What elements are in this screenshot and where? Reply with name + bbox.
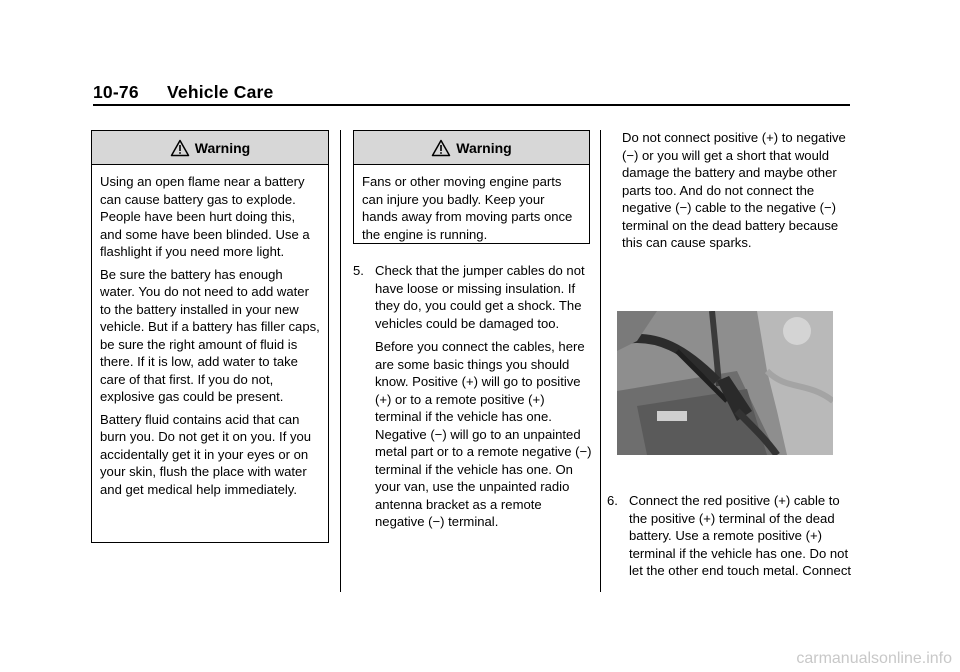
step-subparagraph: Before you connect the cables, here are some basic things you should know. Positive (+) will go to positive (+) or to a remote positive (+) terminal if the vehicle has one. Negative (−) will go to an unpainted metal part or to a remote negative (−) terminal if the vehicle has one. On your van, use the unpainted radio antenna bracket as a remote negative (−) terminal.: [375, 339, 592, 529]
warning-paragraph: Battery fluid contains acid that can burn you. Do not get it on you. If you accidentally get it in your eyes or on your skin, flush the place with water and get medical help immediately.: [100, 411, 312, 497]
warning-body: [354, 165, 589, 243]
watermark: carmanualsonline.info: [796, 650, 952, 667]
warning-header: [354, 131, 589, 165]
step-text: Connect the red positive (+) cable to the positive (+) terminal of the dead battery. Use a remote positive (+) terminal if the vehicle has one. Do not let the other end touch metal. Connect: [629, 493, 852, 578]
step-number: 6.: [607, 493, 618, 508]
step-text: Check that the jumper cables do not have loose or missing insulation. If they do, you could get a shock. The vehicles could be damaged too.: [375, 263, 585, 331]
header-rule: [93, 104, 850, 106]
page-number: 10-76: [93, 82, 139, 102]
warning-body: [92, 165, 328, 498]
battery-jumper-cable-photo: [617, 311, 833, 455]
column-divider: [600, 130, 601, 592]
warning-header: [92, 131, 328, 165]
warning-paragraph: Using an open flame near a battery can cause battery gas to explode. People have been hurt doing this, and some have been blinded. Use a flashlight if you need more light.: [100, 174, 310, 259]
page-header: [93, 82, 274, 103]
warning-box: [353, 130, 590, 244]
intro-paragraph: Do not connect positive (+) to negative (−) or you will get a short that would damage the battery and maybe other parts too. And do not connect the negative (−) cable to the negative (−) terminal on the dead battery because this can cause sparks.: [622, 130, 846, 250]
step-item: [607, 492, 855, 580]
warning-box: [91, 130, 329, 543]
step-5: [353, 262, 593, 537]
warning-triangle-icon: [170, 139, 190, 157]
warning-heading: Warning: [194, 139, 251, 156]
step-item: [353, 262, 593, 332]
column-divider: [340, 130, 341, 592]
step-6: [607, 492, 855, 580]
section-title: Vehicle Care: [167, 82, 274, 102]
warning-paragraph: Be sure the battery has enough water. You do not need to add water to the battery installed in your new vehicle. But if a battery has filler caps, be sure the right amount of fluid is there. If it is low, add water to take care of that first. If you do not, explosive gas could be present.: [100, 266, 320, 404]
warning-paragraph: Fans or other moving engine parts can injure you badly. Keep your hands away from moving parts once the engine is running.: [362, 174, 573, 242]
warning-heading: Warning: [456, 139, 512, 156]
warning-triangle-icon: [431, 139, 451, 157]
step-number: 5.: [353, 263, 364, 278]
